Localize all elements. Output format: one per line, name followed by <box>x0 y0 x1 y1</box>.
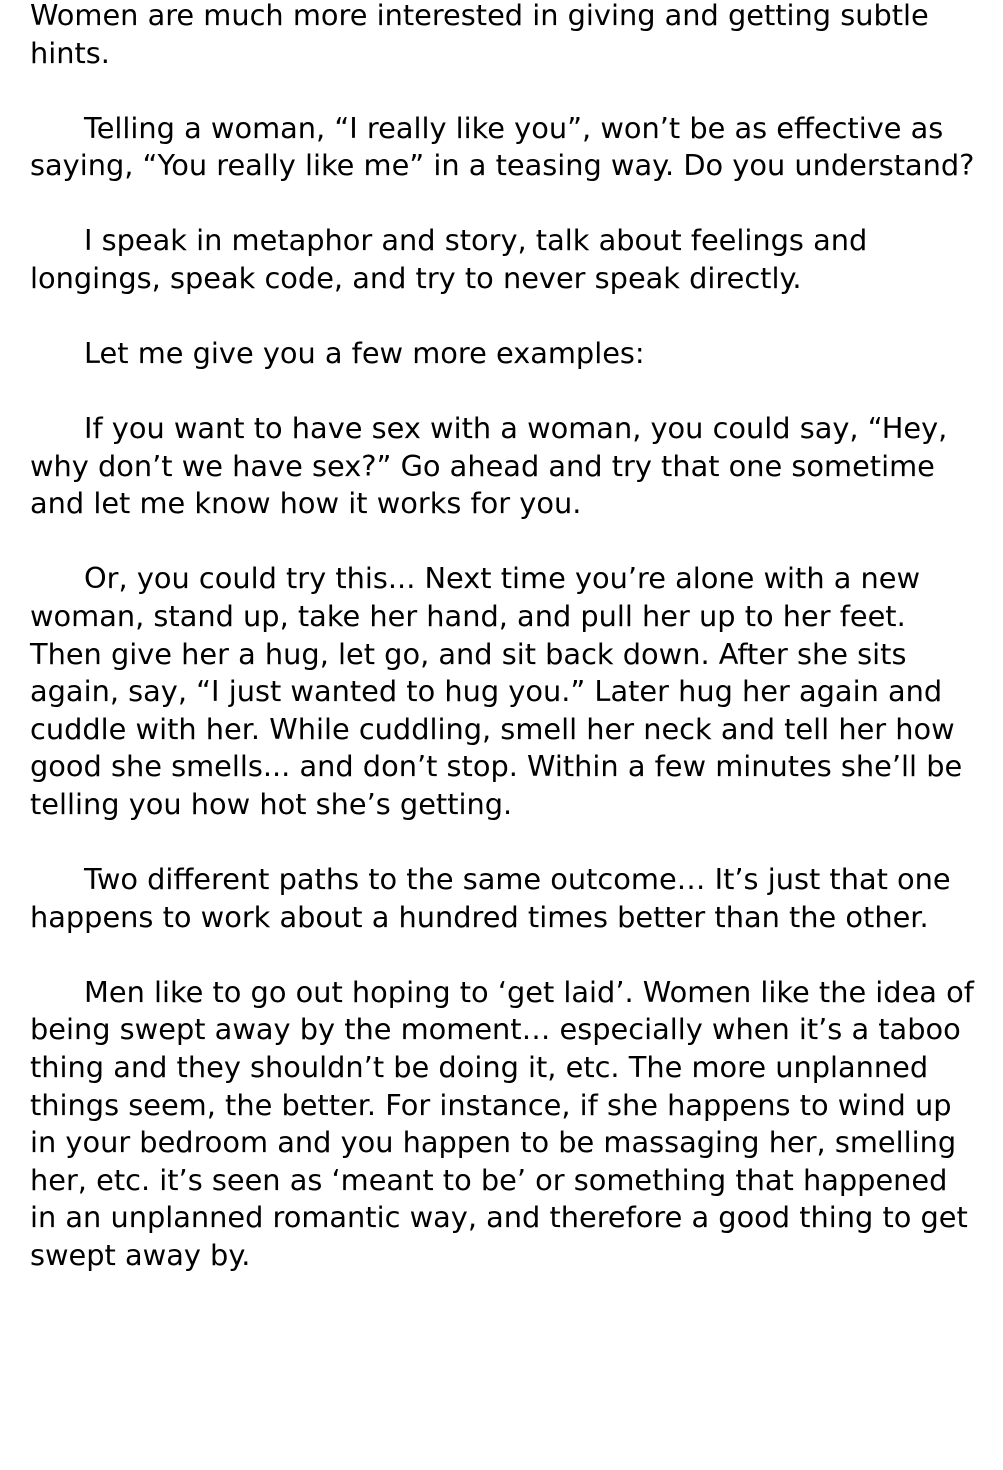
paragraph-2: Telling a woman, “I really like you”, won’t be as effective as saying, “You really like me” in a teasing way. Do you understand? <box>30 110 975 183</box>
paragraph-8: Men like to go out hoping to ‘get laid’. Women like the idea of being swept away by the moment… especially when it’s a taboo thing and they shouldn’t be doing it, etc. The more unplanned things seem, the better. For instance, if she happens to wind up in your bedroom and you happen to be massaging her, smelling her, etc. it’s seen as ‘meant to be’ or something that happened in an unplanned romantic way, and therefore a good thing to get swept away by. <box>30 974 974 1272</box>
paragraph-6: Or, you could try this... Next time you’re alone with a new woman, stand up, take her hand, and pull her up to her feet. Then give her a hug, let go, and sit back down. After she sits again, say, “I just wanted to hug you.” Later hug her again and cuddle with her. While cuddling, smell her neck and tell her how good she smells... and don’t stop. Within a few minutes she’ll be telling you how hot she’s getting. <box>30 561 963 821</box>
document-page <box>30 0 975 1275</box>
paragraph-7: Two different paths to the same outcome… It’s just that one happens to work about a hundred times better than the other. <box>30 862 951 934</box>
paragraph-4: Let me give you a few more examples: <box>84 336 645 371</box>
paragraph-1: Women are much more interested in giving and getting subtle hints. <box>30 0 929 70</box>
paragraph-3: I speak in metaphor and story, talk about feelings and longings, speak code, and try to never speak directly. <box>30 223 868 295</box>
paragraph-5: If you want to have sex with a woman, you could say, “Hey, why don’t we have sex?” Go ahead and try that one sometime and let me know how it works for you. <box>30 411 948 521</box>
